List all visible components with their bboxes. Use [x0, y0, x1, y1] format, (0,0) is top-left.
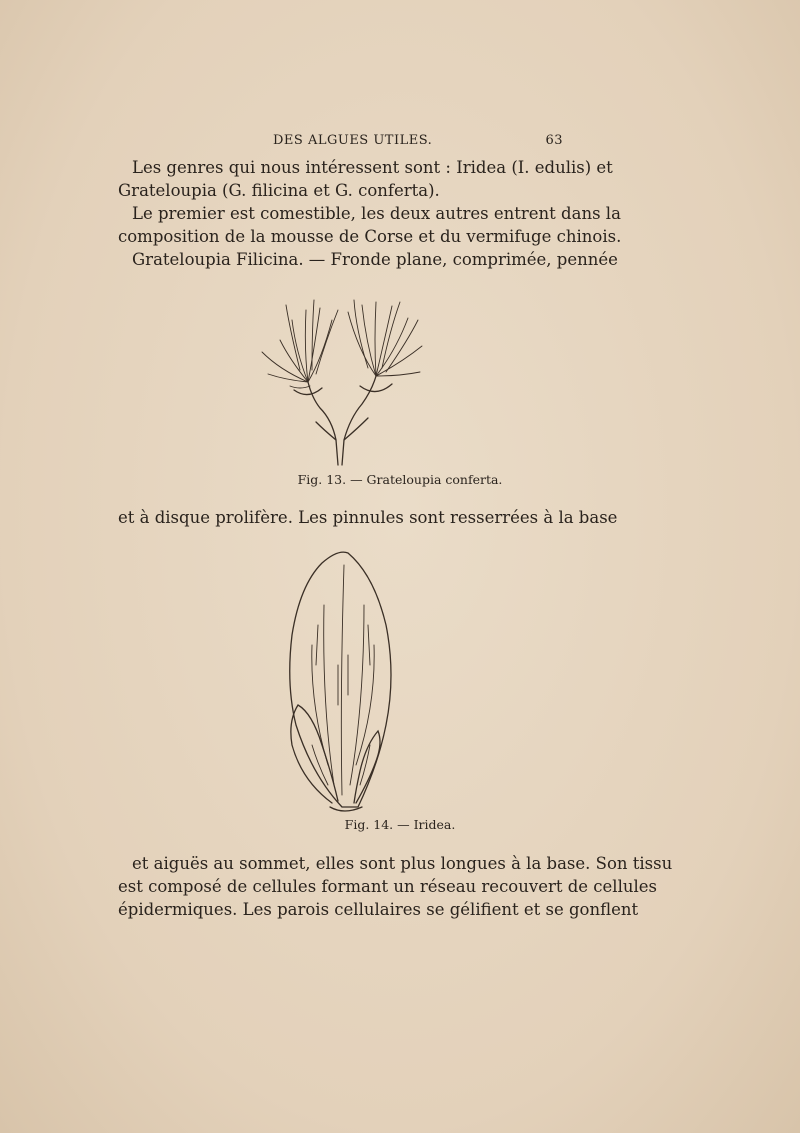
text-line: Grateloupia (G. filicina et G. conferta).	[118, 181, 440, 200]
grateloupia-illustration	[250, 290, 430, 470]
text-line: Les genres qui nous intéressent sont : Iridea (I. edulis) et	[132, 158, 613, 177]
text-line: est composé de cellules formant un réseau recouvert de cellules	[118, 877, 657, 896]
text-line: épidermiques. Les parois cellulaires se gélifient et se gonflent	[118, 900, 639, 919]
text-line: et à disque prolifère. Les pinnules sont resserrées à la base	[118, 508, 618, 527]
figure-14-caption: Fig. 14. — Iridea.	[344, 817, 456, 832]
paragraph-bottom	[118, 852, 673, 921]
paragraph-top	[118, 156, 622, 271]
iridea-illustration	[282, 545, 402, 815]
figure-13-caption: Fig. 13. — Grateloupia conferta.	[297, 472, 503, 487]
text-line: composition de la mousse de Corse et du vermifuge chinois.	[118, 227, 622, 246]
text-line: Grateloupia Filicina. — Fronde plane, comprimée, pennée	[132, 250, 618, 269]
page-number: 63	[545, 133, 563, 148]
text-line: et aiguës au sommet, elles sont plus longues à la base. Son tissu	[132, 854, 673, 873]
text-line: Le premier est comestible, les deux autres entrent dans la	[132, 204, 621, 223]
running-title: DES ALGUES UTILES.	[273, 133, 433, 148]
running-head	[118, 133, 563, 153]
paragraph-middle	[118, 506, 618, 529]
